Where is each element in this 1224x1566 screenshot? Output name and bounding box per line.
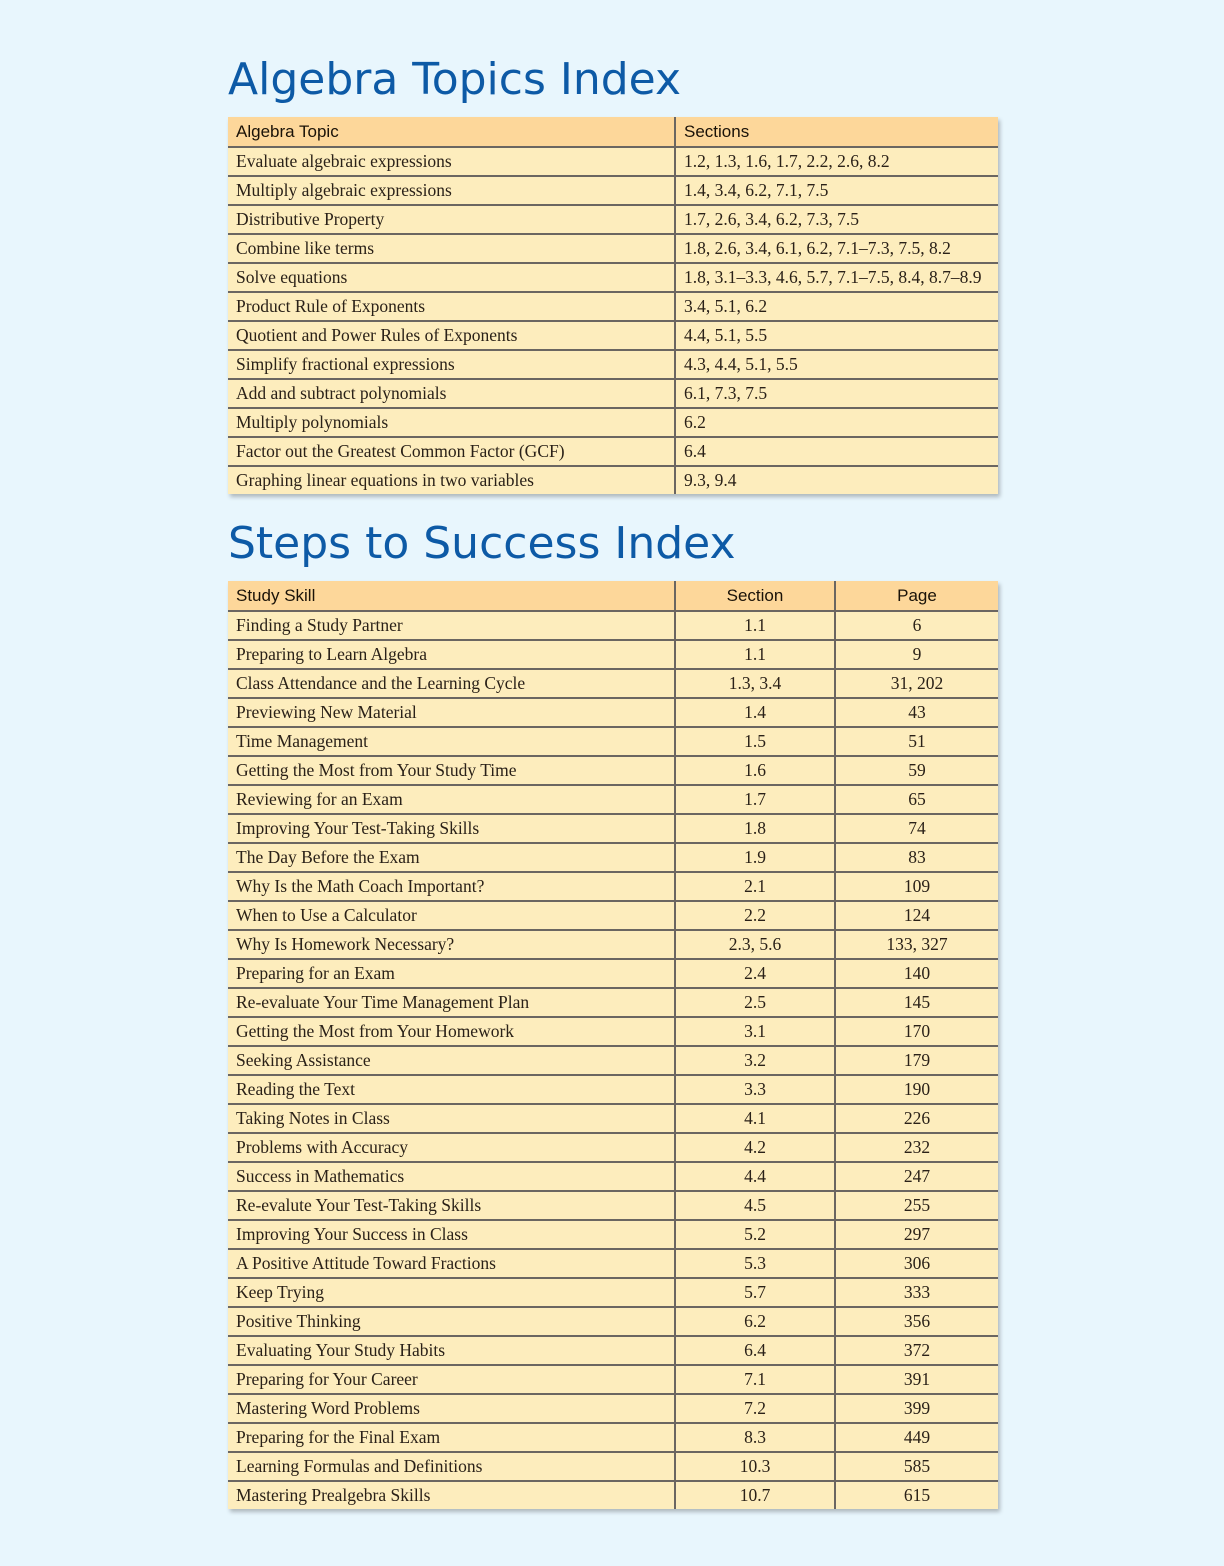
page-cell: 226 (835, 1104, 998, 1133)
section-cell: 1.9 (675, 843, 835, 872)
table-row (228, 727, 998, 756)
steps-to-success-title: Steps to Success Index (228, 518, 736, 569)
section-cell: 10.3 (675, 1452, 835, 1481)
section-cell: 5.2 (675, 1220, 835, 1249)
page-cell: 65 (835, 785, 998, 814)
section-cell: 3.1 (675, 1017, 835, 1046)
table-header-row (228, 581, 998, 611)
page-cell: 306 (835, 1249, 998, 1278)
table-row (228, 350, 998, 379)
study-skill-cell: Re-evalute Your Test-Taking Skills (228, 1191, 675, 1220)
topic-cell: Simplify fractional expressions (228, 350, 675, 379)
section-cell: 1.7 (675, 785, 835, 814)
table-row (228, 234, 998, 263)
sections-cell: 1.8, 2.6, 3.4, 6.1, 6.2, 7.1–7.3, 7.5, 8.2 (675, 234, 998, 263)
section-cell: 1.5 (675, 727, 835, 756)
page-cell: 133, 327 (835, 930, 998, 959)
study-skill-cell: Getting the Most from Your Study Time (228, 756, 675, 785)
study-skill-cell: Seeking Assistance (228, 1046, 675, 1075)
table-row (228, 872, 998, 901)
page-cell: 109 (835, 872, 998, 901)
study-skill-cell: Time Management (228, 727, 675, 756)
table-row (228, 1452, 998, 1481)
section-cell: 4.2 (675, 1133, 835, 1162)
table-row (228, 1394, 998, 1423)
table-row (228, 1220, 998, 1249)
section-cell: 10.7 (675, 1481, 835, 1509)
table-row (228, 698, 998, 727)
study-skill-cell: When to Use a Calculator (228, 901, 675, 930)
study-skill-cell: Getting the Most from Your Homework (228, 1017, 675, 1046)
algebra-topics-table (228, 117, 998, 494)
study-skill-cell: Improving Your Test-Taking Skills (228, 814, 675, 843)
table-header-row (228, 117, 998, 147)
column-header-sections: Sections (675, 117, 998, 147)
section-cell: 2.3, 5.6 (675, 930, 835, 959)
page-cell: 190 (835, 1075, 998, 1104)
table-row (228, 785, 998, 814)
topic-cell: Evaluate algebraic expressions (236, 151, 452, 171)
topic-cell: Solve equations (228, 263, 675, 292)
column-header-section: Section (675, 581, 835, 611)
page-cell: 170 (835, 1017, 998, 1046)
study-skill-cell: Evaluating Your Study Habits (228, 1336, 675, 1365)
topic-cell: Multiply polynomials (228, 408, 675, 437)
table-row (228, 379, 998, 408)
topic-cell: Combine like terms (228, 234, 675, 263)
study-skill-cell: The Day Before the Exam (228, 843, 675, 872)
sections-cell: 1.2, 1.3, 1.6, 1.7, 2.2, 2.6, 8.2 (675, 147, 998, 176)
study-skill-cell: Why Is Homework Necessary? (228, 930, 675, 959)
section-cell: 1.8 (675, 814, 835, 843)
table-row (228, 408, 998, 437)
section-cell: 1.6 (675, 756, 835, 785)
table-row (228, 1104, 998, 1133)
section-cell: 1.4 (675, 698, 835, 727)
section-cell: 4.4 (675, 1162, 835, 1191)
section-cell: 1.1 (675, 640, 835, 669)
sections-cell: 1.4, 3.4, 6.2, 7.1, 7.5 (675, 176, 998, 205)
study-skill-cell: A Positive Attitude Toward Fractions (228, 1249, 675, 1278)
table-row (228, 1481, 998, 1509)
table-row (228, 611, 998, 640)
topic-cell: Distributive Property (228, 205, 675, 234)
page-cell: 59 (835, 756, 998, 785)
study-skill-cell: Improving Your Success in Class (228, 1220, 675, 1249)
topic-cell: Factor out the Greatest Common Factor (GCF) (228, 437, 675, 466)
page-cell: 372 (835, 1336, 998, 1365)
study-skill-cell: Why Is the Math Coach Important? (228, 872, 675, 901)
topic-cell: Quotient and Power Rules of Exponents (228, 321, 675, 350)
study-skill-cell: Re-evaluate Your Time Management Plan (228, 988, 675, 1017)
study-skill-cell: Class Attendance and the Learning Cycle (228, 669, 675, 698)
sections-cell: 1.8, 3.1–3.3, 4.6, 5.7, 7.1–7.5, 8.4, 8.7–8.9 (675, 263, 998, 292)
study-skill-cell: Taking Notes in Class (228, 1104, 675, 1133)
page-cell: 140 (835, 959, 998, 988)
study-skill-cell: Reading the Text (228, 1075, 675, 1104)
page-cell: 247 (835, 1162, 998, 1191)
section-cell: 5.3 (675, 1249, 835, 1278)
table-row (228, 205, 998, 234)
study-skill-cell: Finding a Study Partner (236, 615, 403, 635)
study-skill-cell: Success in Mathematics (228, 1162, 675, 1191)
page-cell: 615 (835, 1481, 998, 1509)
table-row (228, 147, 998, 176)
page-cell: 124 (835, 901, 998, 930)
table-row (228, 437, 998, 466)
page-cell: 333 (835, 1278, 998, 1307)
sections-cell: 4.3, 4.4, 5.1, 5.5 (675, 350, 998, 379)
table-row (228, 1191, 998, 1220)
table-row (228, 1365, 998, 1394)
page-cell: 145 (835, 988, 998, 1017)
column-header-study-skill: Study Skill (228, 581, 675, 611)
page-cell: 51 (835, 727, 998, 756)
study-skill-cell: Preparing for an Exam (228, 959, 675, 988)
study-skill-cell: Reviewing for an Exam (228, 785, 675, 814)
page-cell: 74 (835, 814, 998, 843)
table-row (228, 176, 998, 205)
page-cell: 391 (835, 1365, 998, 1394)
study-skill-cell: Preparing to Learn Algebra (228, 640, 675, 669)
table-row (228, 1336, 998, 1365)
section-cell: 4.1 (675, 1104, 835, 1133)
study-skill-cell: Positive Thinking (228, 1307, 675, 1336)
page-cell: 83 (835, 843, 998, 872)
section-cell: 3.3 (675, 1075, 835, 1104)
section-cell: 2.4 (675, 959, 835, 988)
steps-to-success-table (228, 581, 998, 1509)
study-skill-cell: Keep Trying (228, 1278, 675, 1307)
table-row (228, 669, 998, 698)
section-cell: 7.2 (675, 1394, 835, 1423)
table-row (228, 1046, 998, 1075)
topic-cell: Graphing linear equations in two variables (228, 466, 675, 494)
table-row (228, 1278, 998, 1307)
table-row (228, 292, 998, 321)
table-row (228, 1075, 998, 1104)
study-skill-cell: Preparing for the Final Exam (228, 1423, 675, 1452)
sections-cell: 9.3, 9.4 (675, 466, 998, 494)
table-row (228, 843, 998, 872)
table-row (228, 1162, 998, 1191)
section-cell: 2.1 (675, 872, 835, 901)
section-cell: 4.5 (675, 1191, 835, 1220)
sections-cell: 6.2 (675, 408, 998, 437)
page-cell: 9 (835, 640, 998, 669)
section-cell: 8.3 (675, 1423, 835, 1452)
study-skill-cell: Mastering Word Problems (228, 1394, 675, 1423)
topic-cell: Add and subtract polynomials (228, 379, 675, 408)
page-cell: 585 (835, 1452, 998, 1481)
section-cell: 6.4 (675, 1336, 835, 1365)
page-cell: 356 (835, 1307, 998, 1336)
page-cell: 399 (835, 1394, 998, 1423)
topic-cell: Multiply algebraic expressions (228, 176, 675, 205)
study-skill-cell: Learning Formulas and Definitions (228, 1452, 675, 1481)
sections-cell: 4.4, 5.1, 5.5 (675, 321, 998, 350)
table-row (228, 1017, 998, 1046)
study-skill-cell: Mastering Prealgebra Skills (228, 1481, 675, 1509)
table-row (228, 988, 998, 1017)
sections-cell: 6.1, 7.3, 7.5 (675, 379, 998, 408)
column-header-page: Page (835, 581, 998, 611)
page-cell: 255 (835, 1191, 998, 1220)
section-cell: 1.3, 3.4 (675, 669, 835, 698)
section-cell: 3.2 (675, 1046, 835, 1075)
page-cell: 297 (835, 1220, 998, 1249)
page-cell: 449 (835, 1423, 998, 1452)
page-cell: 43 (835, 698, 998, 727)
table-row (228, 1133, 998, 1162)
table-row (228, 1249, 998, 1278)
section-cell: 5.7 (675, 1278, 835, 1307)
table-row (228, 263, 998, 292)
study-skill-cell: Problems with Accuracy (228, 1133, 675, 1162)
page-cell: 179 (835, 1046, 998, 1075)
study-skill-cell: Preparing for Your Career (228, 1365, 675, 1394)
algebra-topics-title: Algebra Topics Index (228, 54, 681, 105)
table-row (228, 640, 998, 669)
table-row (228, 466, 998, 494)
table-row (228, 930, 998, 959)
sections-cell: 3.4, 5.1, 6.2 (675, 292, 998, 321)
table-row (228, 1423, 998, 1452)
page-cell: 6 (835, 611, 998, 640)
study-skill-cell: Previewing New Material (228, 698, 675, 727)
sections-cell: 1.7, 2.6, 3.4, 6.2, 7.3, 7.5 (675, 205, 998, 234)
table-row (228, 756, 998, 785)
table-row (228, 321, 998, 350)
table-row (228, 901, 998, 930)
table-row (228, 814, 998, 843)
topic-cell: Product Rule of Exponents (228, 292, 675, 321)
page-cell: 31, 202 (835, 669, 998, 698)
page-cell: 232 (835, 1133, 998, 1162)
section-cell: 2.2 (675, 901, 835, 930)
column-header-topic: Algebra Topic (228, 117, 675, 147)
section-cell: 7.1 (675, 1365, 835, 1394)
table-row (228, 959, 998, 988)
section-cell: 6.2 (675, 1307, 835, 1336)
table-row (228, 1307, 998, 1336)
section-cell: 2.5 (675, 988, 835, 1017)
section-cell: 1.1 (675, 611, 835, 640)
sections-cell: 6.4 (675, 437, 998, 466)
